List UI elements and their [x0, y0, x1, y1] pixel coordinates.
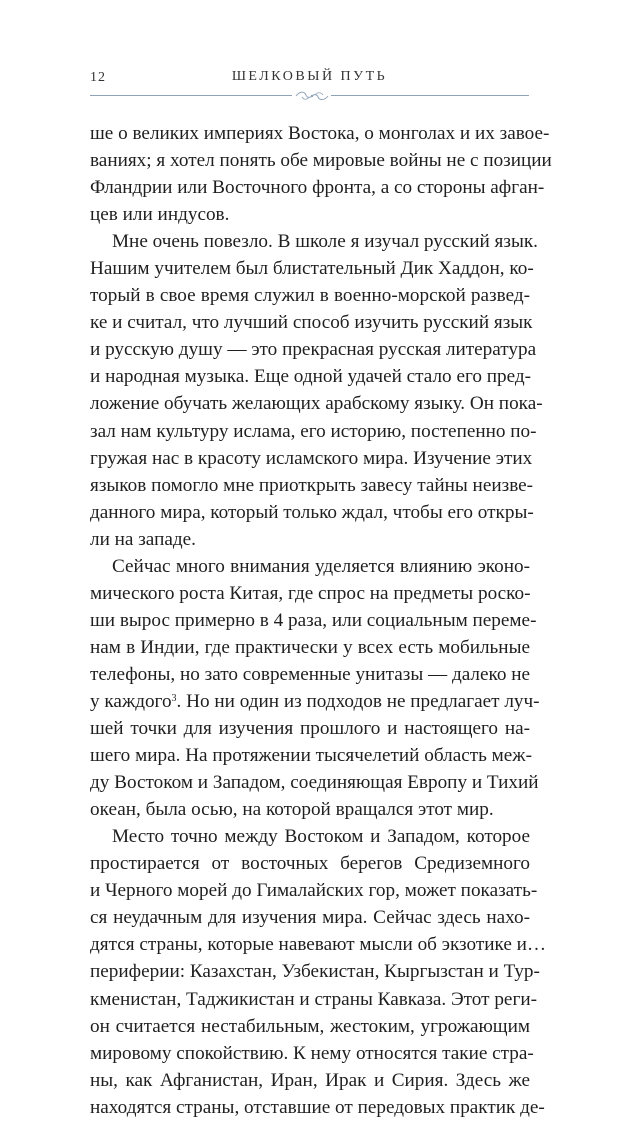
text-line: нам в Индии, где практически у всех есть мобильные — [90, 636, 530, 658]
text-line: Место точно между Востоком и Западом, которое — [112, 826, 530, 848]
text-line: ше о великих империях Востока, о монголах и их завое- — [90, 123, 550, 144]
paragraph-4 — [90, 823, 547, 1121]
text-line: дятся страны, которые навевают мысли об экзотике и… — [90, 934, 547, 956]
text-line: периферии: Казахстан, Узбекистан, Кыргызстан и Тур- — [90, 961, 540, 983]
text-line: гружая нас в красоту исламского мира. Изучение этих — [90, 447, 533, 469]
text-line: и народная музыка. Еще одной удачей стало его пред- — [90, 366, 532, 388]
text-line: он считается нестабильным, жестоким, угрожающим — [90, 1015, 530, 1037]
paragraph-2 — [90, 228, 543, 553]
text-line: шего мира. На протяжении тысячелетий область меж- — [90, 745, 532, 767]
header-rule-right — [331, 95, 529, 96]
text-line: кменистан, Таджикистан и страны Кавказа. Этот реги- — [90, 988, 537, 1010]
text-line: ши вырос примерно в 4 раза, или социальным переме- — [90, 609, 537, 631]
text-line-with-footnote — [90, 688, 540, 715]
text-fragment: . Но ни один из подходов не предлагает луч- — [176, 690, 540, 712]
paragraph-3 — [90, 553, 540, 823]
text-line: ся неудачным для изучения мира. Сейчас здесь нахо- — [90, 907, 530, 929]
page-number: 12 — [90, 70, 106, 85]
text-line: зал нам культуру ислама, его историю, постепенно по- — [90, 420, 537, 442]
text-line: Нашим учителем был блистательный Дик Хаддон, ко- — [90, 258, 534, 280]
text-line: языков помогло мне приоткрыть завесу тайны неизве- — [90, 474, 534, 496]
text-line: цев или индусов. — [90, 204, 230, 226]
text-line: мического роста Китая, где спрос на предметы роско- — [90, 582, 531, 604]
text-line: и русскую душу — это прекрасная русская литература — [90, 339, 537, 361]
text-line: Фландрии или Восточного фронта, а со стороны афган- — [90, 177, 545, 199]
footnote-mark: 3 — [171, 692, 177, 704]
text-line: простирается от восточных берегов Средиземного — [90, 853, 530, 875]
flourish-ornament-icon — [294, 89, 330, 103]
body-text — [90, 120, 552, 1121]
text-fragment: у каждого — [90, 690, 172, 712]
text-line: ложение обучать желающих арабскому языку. Он пока- — [90, 393, 543, 415]
text-line: океан, была осью, на которой вращался этот мир. — [90, 799, 494, 821]
text-line: и Черного морей до Гималайских гор, может показать- — [90, 880, 538, 902]
text-line: Мне очень повезло. В школе я изучал русский язык. — [112, 231, 538, 253]
text-line: ли на западе. — [90, 528, 196, 550]
text-line: телефоны, но зато современные унитазы — далеко не — [90, 663, 531, 685]
text-line: Сейчас много внимания уделяется влиянию эконо- — [112, 555, 530, 577]
text-line: мировому спокойствию. К нему относятся такие стра- — [90, 1042, 534, 1064]
text-line: данного мира, который только ждал, чтобы его откры- — [90, 501, 534, 523]
text-line: шей точки для изучения прошлого и настоящего на- — [90, 718, 530, 740]
text-line: находятся страны, отставшие от передовых практик де- — [90, 1096, 545, 1118]
text-line: ке и считал, что лучший способ изучить русский язык — [90, 312, 533, 334]
text-line: ваниях; я хотел понять обе мировые войны не с позиции — [90, 150, 552, 172]
text-line: ду Востоком и Западом, соединяющая Европу и Тихий — [90, 772, 539, 794]
text-line: ны, как Афганистан, Иран, Ирак и Сирия. Здесь же — [90, 1069, 530, 1091]
text-line: торый в свое время служил в военно-морской развед- — [90, 285, 530, 307]
running-title: ШЕЛКОВЫЙ ПУТЬ — [231, 69, 388, 84]
paragraph-1 — [90, 120, 552, 228]
header-rule-left — [90, 95, 292, 96]
